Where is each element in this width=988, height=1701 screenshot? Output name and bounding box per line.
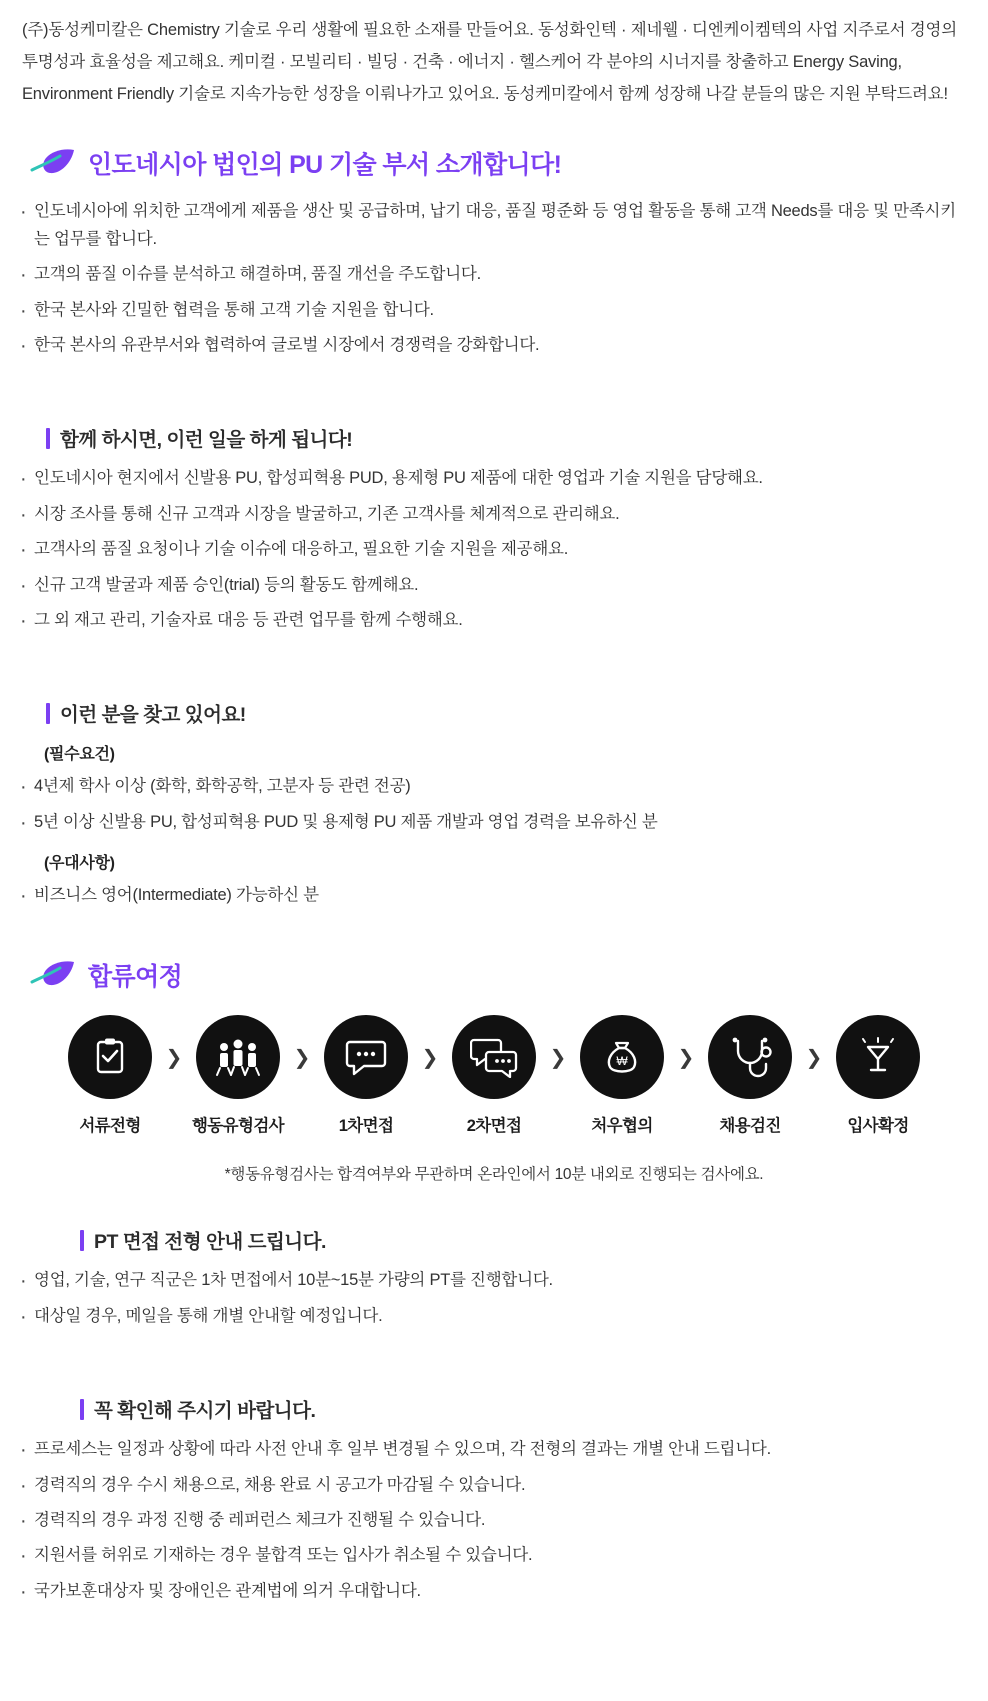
list-item: · 국가보훈대상자 및 장애인은 관계법에 의거 우대합니다. xyxy=(18,1577,970,1605)
step-separator-icon: ❯ xyxy=(293,1046,311,1069)
pt-heading xyxy=(80,1226,970,1254)
requirements-title: 이런 분을 찾고 있어요! xyxy=(60,704,246,727)
department-heading xyxy=(30,145,970,181)
tasks-list xyxy=(18,464,970,634)
preferred-list xyxy=(18,881,970,909)
svg-text:₩: ₩ xyxy=(616,1054,628,1069)
step-label: 처우협의 xyxy=(591,1117,653,1136)
list-item: · 고객사의 품질 요청이나 기술 이슈에 대응하고, 필요한 기술 지원을 제공해요. xyxy=(18,535,970,563)
step-behavior-test xyxy=(190,1015,286,1136)
stethoscope-icon xyxy=(708,1015,792,1099)
list-item: · 인도네시아 현지에서 신발용 PU, 합성피혁용 PUD, 용제형 PU 제품에 대한 영업과 기술 지원을 담당해요. xyxy=(18,464,970,492)
step-offer-negotiation xyxy=(574,1015,670,1136)
list-item: · 경력직의 경우 과정 진행 중 레퍼런스 체크가 진행될 수 있습니다. xyxy=(18,1506,970,1534)
leaf-icon xyxy=(30,148,76,178)
requirements-heading xyxy=(46,699,970,727)
money-bag-icon xyxy=(580,1015,664,1099)
step-second-interview xyxy=(446,1015,542,1136)
step-separator-icon: ❯ xyxy=(421,1046,439,1069)
step-label: 채용검진 xyxy=(719,1117,781,1136)
step-label: 서류전형 xyxy=(79,1117,141,1136)
required-label: (필수요건) xyxy=(44,746,115,764)
journey-title: 합류여정 xyxy=(88,963,183,992)
department-list xyxy=(18,197,970,360)
list-item: · 프로세스는 일정과 상황에 따라 사전 안내 후 일부 변경될 수 있으며, 각 전형의 결과는 개별 안내 드립니다. xyxy=(18,1435,970,1463)
list-item: · 4년제 학사 이상 (화학, 화학공학, 고분자 등 관련 전공) xyxy=(18,772,970,800)
step-separator-icon: ❯ xyxy=(549,1046,567,1069)
step-label: 입사확정 xyxy=(847,1117,909,1136)
hiring-steps xyxy=(18,1015,970,1136)
tasks-title: 함께 하시면, 이런 일을 하게 됩니다! xyxy=(60,429,353,452)
notice-title: 꼭 확인해 주시기 바랍니다. xyxy=(94,1400,316,1423)
accent-bar-icon xyxy=(80,1230,84,1251)
spacer xyxy=(18,641,970,669)
pt-list xyxy=(18,1266,970,1330)
step-label: 1차면접 xyxy=(338,1117,394,1136)
list-item: · 비즈니스 영어(Intermediate) 가능하신 분 xyxy=(18,881,970,909)
list-item: · 대상일 경우, 메일을 통해 개별 안내할 예정입니다. xyxy=(18,1302,970,1330)
step-separator-icon: ❯ xyxy=(165,1046,183,1069)
step-document-screening xyxy=(62,1015,158,1136)
people-group-icon xyxy=(196,1015,280,1099)
list-item: · 경력직의 경우 수시 채용으로, 채용 완료 시 공고가 마감될 수 있습니다. xyxy=(18,1471,970,1499)
step-health-checkup xyxy=(702,1015,798,1136)
tasks-heading xyxy=(46,424,970,452)
step-label: 2차면접 xyxy=(466,1117,522,1136)
accent-bar-icon xyxy=(80,1399,84,1420)
leaf-icon xyxy=(30,960,76,990)
step-label: 행동유형검사 xyxy=(191,1117,285,1136)
pt-title: PT 면접 전형 안내 드립니다. xyxy=(94,1231,326,1254)
notice-list xyxy=(18,1435,970,1605)
accent-bar-icon xyxy=(46,428,50,449)
list-item: · 5년 이상 신발용 PU, 합성피혁용 PUD 및 용제형 PU 제품 개발과 영업 경력을 보유하신 분 xyxy=(18,808,970,836)
company-intro-paragraph: (주)동성케미칼은 Chemistry 기술로 우리 생활에 필요한 소재를 만들어요. 동성화인텍 · 제네웰 · 디엔케이켐텍의 사업 지주로서 경영의 투명성과 효율성을 제고해요. 케미컬 · 모빌리티 · 빌딩 · 건축 · 에너지 · 헬스케어 각 분야의 시너지를 창출하고 Energy Saving, Environment Friendly 기술로 지속가능한 성장을 이뤄나가고 있어요. 동성케미칼에서 함께 성장해 나갈 분들의 많은 지원 부탁드려요! xyxy=(22,21,957,104)
journey-heading xyxy=(30,957,970,993)
step-separator-icon: ❯ xyxy=(677,1046,695,1069)
list-item: · 고객의 품질 이슈를 분석하고 해결하며, 품질 개선을 주도합니다. xyxy=(18,260,970,288)
spacer xyxy=(18,1337,970,1365)
list-item: · 한국 본사의 유관부서와 협력하여 글로벌 시장에서 경쟁력을 강화합니다. xyxy=(18,331,970,359)
preferred-label: (우대사항) xyxy=(44,855,115,873)
pt-section xyxy=(18,1226,970,1330)
notice-heading xyxy=(80,1395,970,1423)
list-item: · 한국 본사와 긴밀한 협력을 통해 고객 기술 지원을 합니다. xyxy=(18,296,970,324)
accent-bar-icon xyxy=(46,703,50,724)
speech-bubbles-icon xyxy=(452,1015,536,1099)
spacer xyxy=(18,366,970,394)
list-item: · 그 외 재고 관리, 기술자료 대응 등 관련 업무를 함께 수행해요. xyxy=(18,606,970,634)
speech-bubble-icon xyxy=(324,1015,408,1099)
list-item: · 지원서를 허위로 기재하는 경우 불합격 또는 입사가 취소될 수 있습니다. xyxy=(18,1541,970,1569)
clipboard-check-icon xyxy=(68,1015,152,1099)
step-first-interview xyxy=(318,1015,414,1136)
list-item: · 신규 고객 발굴과 제품 승인(trial) 등의 활동도 함께해요. xyxy=(18,571,970,599)
step-hire-confirmed xyxy=(830,1015,926,1136)
list-item: · 시장 조사를 통해 신규 고객과 시장을 발굴하고, 기존 고객사를 체계적으로 관리해요. xyxy=(18,500,970,528)
required-list xyxy=(18,772,970,836)
step-separator-icon: ❯ xyxy=(805,1046,823,1069)
list-item: · 인도네시아에 위치한 고객에게 제품을 생산 및 공급하며, 납기 대응, 품질 평준화 등 영업 활동을 통해 고객 Needs를 대응 및 만족시키는 업무를 합니다. xyxy=(18,197,970,254)
journey-note: *행동유형검사는 합격여부와 무관하며 온라인에서 10분 내외로 진행되는 검사에요. xyxy=(224,1166,764,1184)
list-item: · 영업, 기술, 연구 직군은 1차 면접에서 10분~15분 가량의 PT를 진행합니다. xyxy=(18,1266,970,1294)
celebration-glass-icon xyxy=(836,1015,920,1099)
department-title: 인도네시아 법인의 PU 기술 부서 소개합니다! xyxy=(88,150,562,179)
